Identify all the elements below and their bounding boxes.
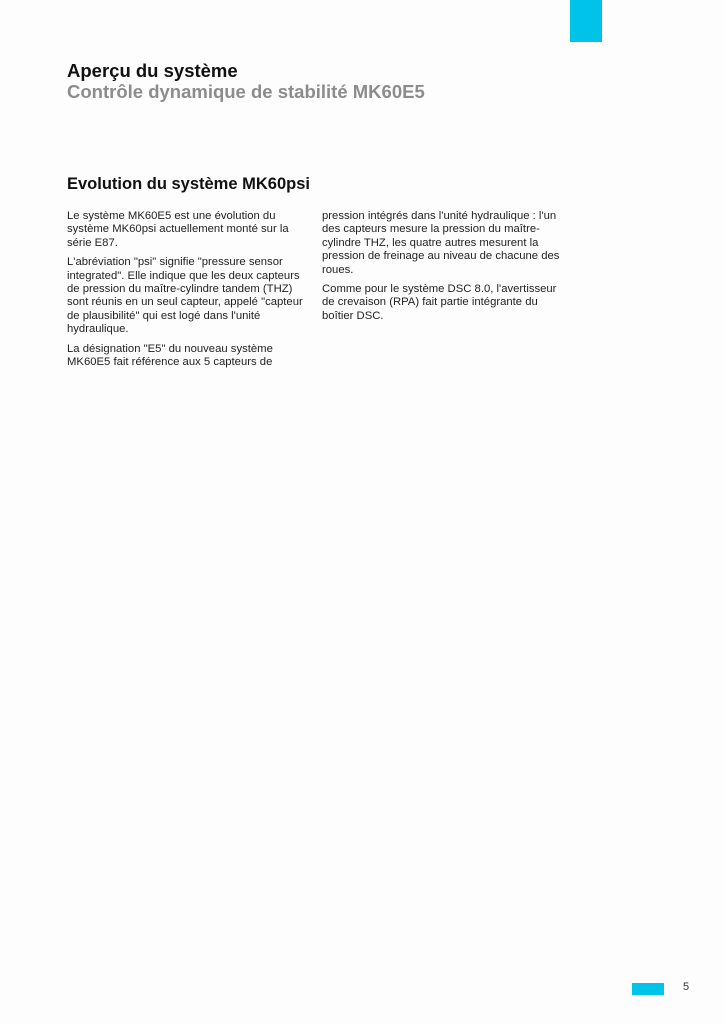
text-column-right: [322, 210, 572, 329]
page-title: Aperçu du système: [67, 60, 238, 81]
paragraph: L'abréviation "psi" signifie "pressure sensor integrated". Elle indique que les deux capteurs de pression du maître-cylindre tandem (THZ) sont réunis en un seul capteur, appelé "capteur de plausibilité" qui est logé dans l'unité hydraulique.: [67, 256, 303, 336]
page-header: [67, 60, 667, 102]
top-accent-tab: [570, 0, 602, 42]
paragraph: Le système MK60E5 est une évolution du système MK60psi actuellement monté sur la série E87.: [67, 210, 289, 249]
paragraph: Comme pour le système DSC 8.0, l'avertisseur de crevaison (RPA) fait partie intégrante du boîtier DSC.: [322, 283, 557, 322]
text-column-left: [67, 210, 312, 375]
section-heading: Evolution du système MK60psi: [67, 175, 310, 193]
paragraph: pression intégrés dans l'unité hydraulique : l'un des capteurs mesure la pression du maître-cylindre THZ, les quatre autres mesurent la pression de freinage au niveau de chacune des roues.: [322, 210, 560, 276]
page-subtitle: Contrôle dynamique de stabilité MK60E5: [67, 81, 425, 102]
paragraph: La désignation "E5" du nouveau système MK60E5 fait référence aux 5 capteurs de: [67, 342, 273, 369]
page-number: 5: [683, 981, 690, 993]
footer-accent-bar: [632, 983, 664, 995]
